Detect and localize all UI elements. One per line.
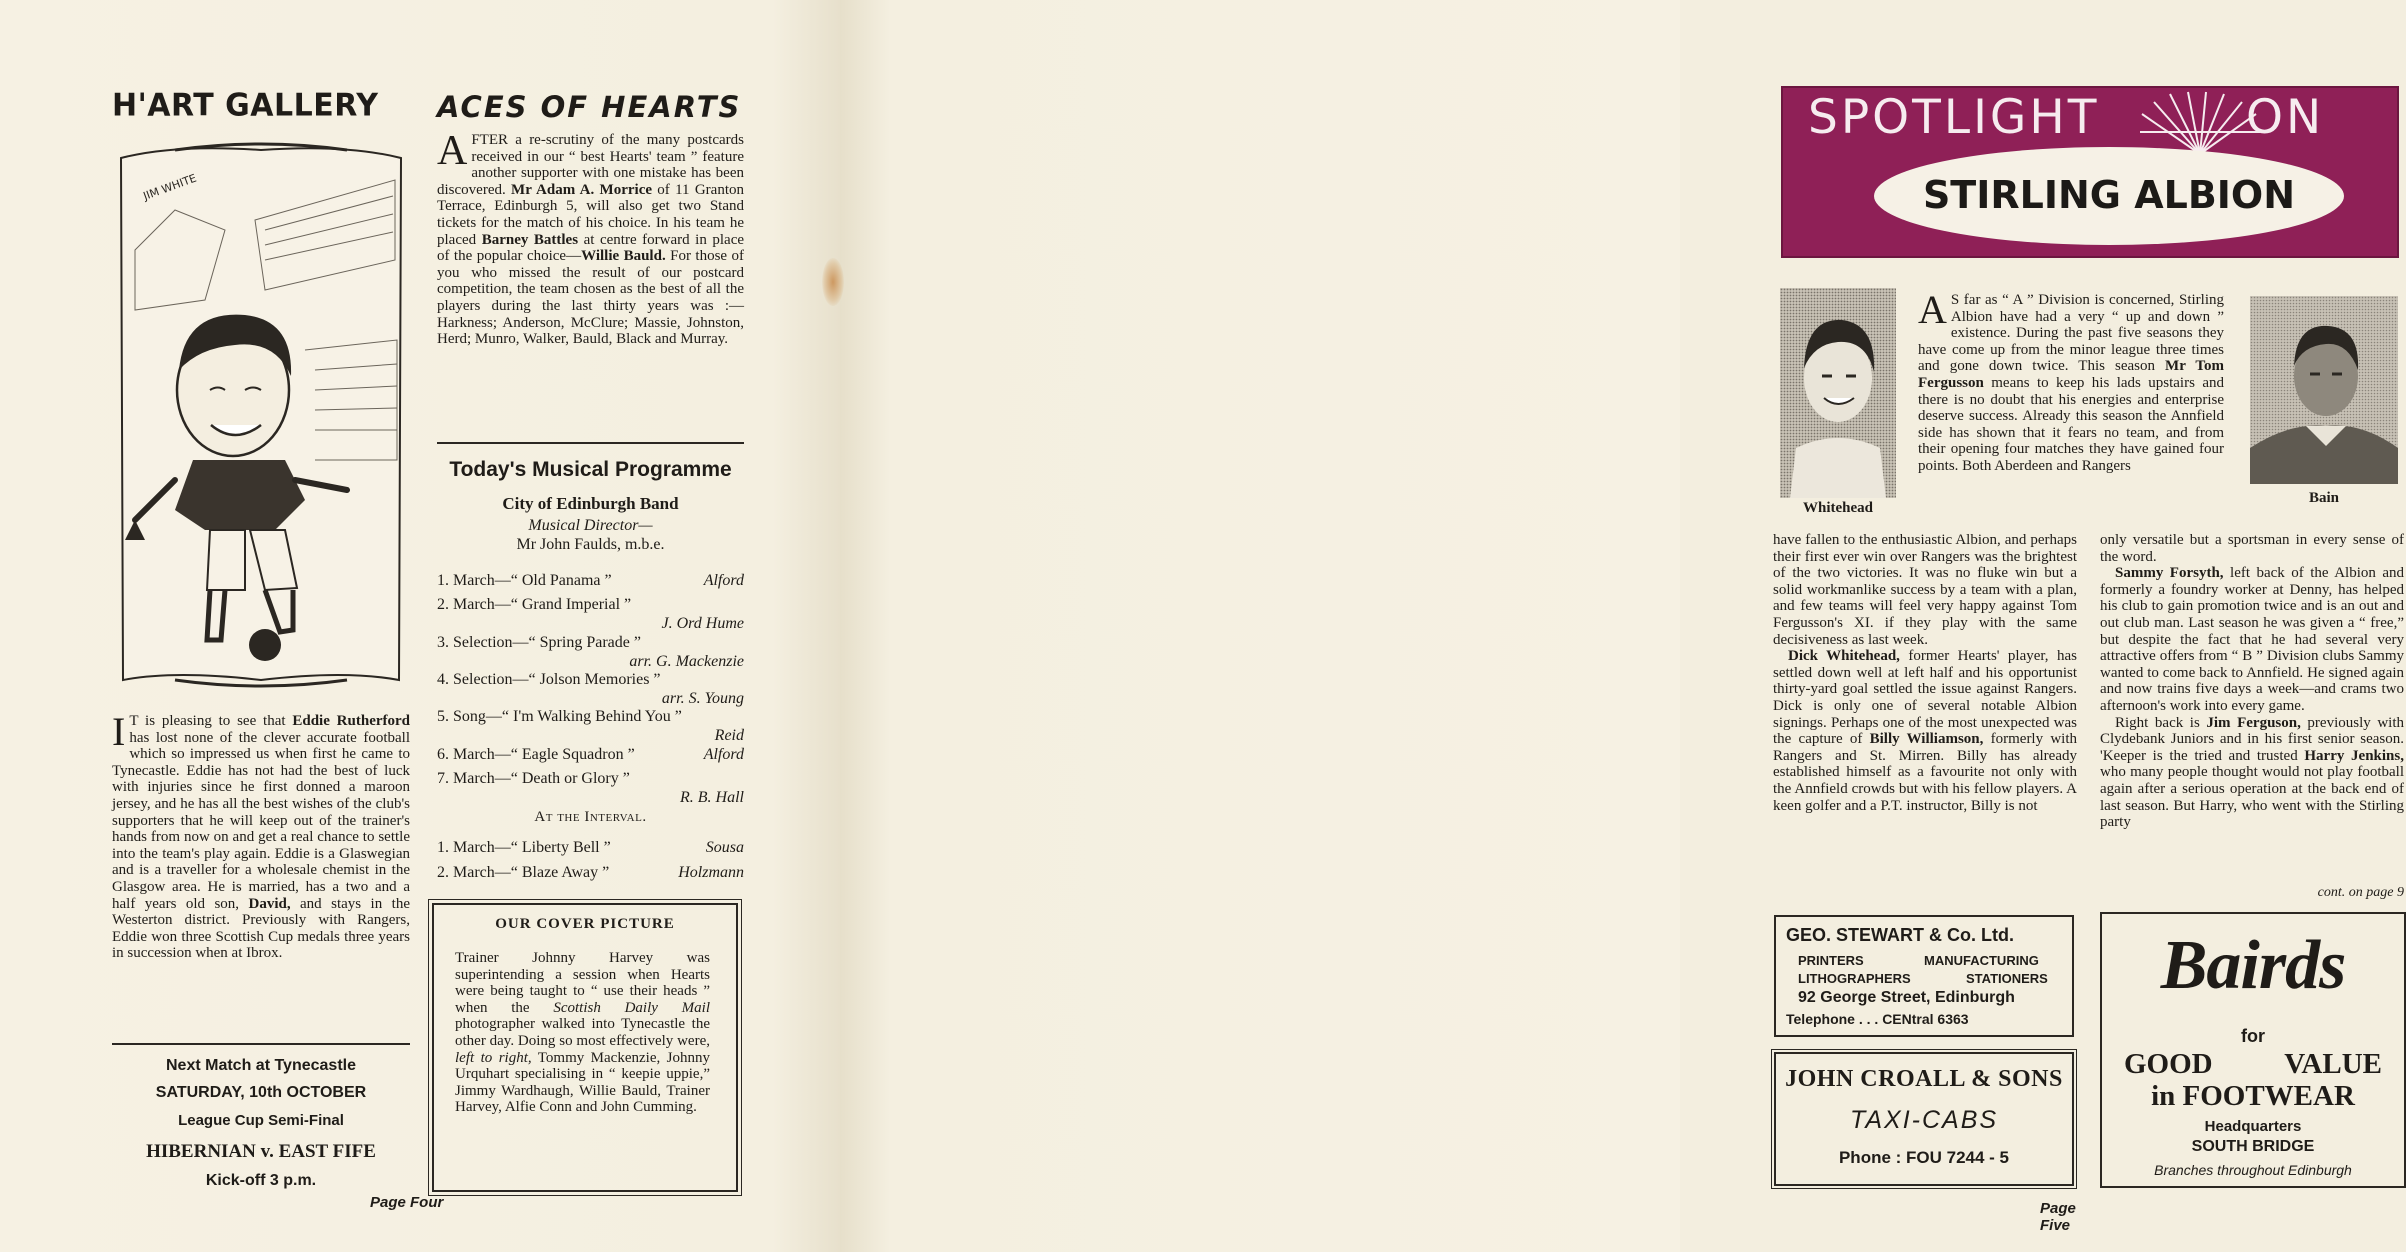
drop-cap: I [112,709,126,754]
advert-company-name: GEO. STEWART & Co. Ltd. [1786,925,2014,945]
advert-company-name: Bairds [2160,927,2346,1004]
bain-caption: Bain [2308,490,2339,506]
next-match-competition: League Cup Semi-Final [178,1112,344,1129]
next-match-date: SATURDAY, 10th OCTOBER [155,1084,367,1101]
advert-service: MANUFACTURING [1924,953,2039,968]
advert-company-name: JOHN CROALL & SONS [1785,1066,2063,1092]
programme-item: 6. March—“ Eagle Squadron ” Alford [437,746,744,763]
eddie-rutherford-caricature [115,140,407,700]
eddie-article-body: T is pleasing to see that Eddie Rutherford has lost none of the clever accurate football which so impressed us when first he came to Tynecastle. Eddie has not had the best of luck with injuries since he first donned a maroon jersey, and he has all the best wishes of the club's supporters that he will keep out of the trainer's hands from now on and get a real chance to settle into the team's play again. Eddie is a Glaswegian and is a traveller for a wholesale chemist in the Glasgow area. He is married, has a two and a half years old son, David, and stays in the Westerton district. Previously with Rangers, Eddie won three Scottish Cup medals three years in succession when at Ibrox. [112,713,411,962]
programme-item: 7. March—“ Death or Glory ” R. B. Hall [437,770,744,806]
bain-photo [2250,296,2398,484]
hart-gallery-title: H'ART GALLERY [112,87,379,124]
paper-stain [822,258,844,306]
eddie-rutherford-article [112,709,411,962]
interval-item: 1. March—“ Liberty Bell ” Sousa [437,839,744,856]
programme-item: 3. Selection—“ Spring Parade ” arr. G. Mackenzie [437,634,744,670]
column-1-body: have fallen to the enthusiastic Albion, and perhaps their first ever win over Rangers was the brightest of the two victories. It was no fluke win but a solid workmanlike success by a team with a plan, and few teams will feel very happy against Tom Fergusson's XI. if they play with the same decisiveness as last week. Dick Whitehead, former Hearts' player, has settled down well at left half and his opportunist thirty-yard goal settled the issue against Rangers. Dick is only one of several notable Albion signings. Perhaps one of the most unexpected was the capture of Billy Williamson, formerly with Rangers and St. Mirren. Billy has already established himself as a favourite not only with the Annfield crowds but with his fellow players. A keen golfer and a P.T. instructor, Billy is not [1773,532,2077,814]
cover-picture-title: OUR COVER PICTURE [495,916,675,932]
croall-taxi-advert [1774,1052,2074,1186]
advert-address: SOUTH BRIDGE [2191,1138,2315,1155]
page-four [0,0,840,1252]
programme-item: 5. Song—“ I'm Walking Behind You ” Reid [437,708,744,744]
advert-address: 92 George Street, Edinburgh [1798,989,2015,1006]
caricature-signature: JIM WHITE [141,171,199,203]
musical-programme-title: Today's Musical Programme [449,458,732,481]
advert-hq-label: Headquarters [2204,1118,2302,1135]
advert-branches: Branches throughout Edinburgh [2154,1162,2352,1178]
spotlight-title: SPOTLIGHT [1808,90,2100,145]
director-name: Mr John Faulds, m.b.e. [516,536,665,553]
section-divider [437,442,744,444]
advert-slogan: in FOOTWEAR [2151,1080,2355,1112]
advert-service: PRINTERS [1798,953,1864,968]
advert-slogan: GOOD VALUE [2124,1048,2382,1080]
page-number: Page Five [2040,1200,2076,1234]
advert-service: STATIONERS [1966,971,2048,986]
cover-picture-body: Trainer Johnny Harvey was superintending a session when Hearts were being taught to “ use their heads ” when the Scottish Daily Mail photographer walked into Tynecastle the other day. Doing so most effectively were, left to right, Tommy Mackenzie, Johnny Urquhart specialising in “ keepie uppie,” Jimmy Wardhaugh, Willie Bauld, Trainer Harvey, Alfie Conn and John Cumming. [455,950,710,1116]
programme-item: 4. Selection—“ Jolson Memories ” arr. S. Young [437,671,744,707]
advert-service: TAXI-CABS [1849,1106,1999,1134]
aces-of-hearts-title: ACES OF HEARTS [437,90,742,124]
spotlight-on: ON [2246,90,2325,145]
stirling-albion-article-intro [1918,287,2224,475]
advert-service: LITHOGRAPHERS [1798,971,1911,986]
band-name: City of Edinburgh Band [502,494,679,513]
interval-label: At the Interval. [534,809,647,825]
aces-of-hearts-article [437,128,745,348]
next-match-notice [112,1053,410,1193]
advert-telephone: Telephone . . . CENtral 6363 [1786,1011,1969,1027]
page-five [840,0,2405,1252]
stirling-albion-article-column-1 [1773,532,2077,814]
drop-cap: A [1918,287,1947,332]
advert-for: for [2241,1026,2265,1046]
whitehead-photo [1780,288,1896,498]
next-match-kickoff: Kick-off 3 p.m. [205,1172,317,1189]
programme-item: 1. March—“ Old Panama ” Alford [437,572,744,589]
advert-telephone: Phone : FOU 7244 - 5 [1838,1148,2010,1167]
whitehead-caption: Whitehead [1802,500,1873,516]
cover-picture-text [455,950,710,1116]
page-number: Page Four [370,1194,444,1211]
drop-cap: A [437,128,468,174]
director-label: Musical Director— [528,517,653,534]
bairds-footwear-advert [2100,912,2406,1188]
stirling-albion-article-column-2 [2100,532,2404,831]
continued-note: cont. on page 9 [2317,885,2404,900]
club-name: STIRLING ALBION [1922,173,2296,217]
section-divider [112,1043,410,1045]
aces-article-body: FTER a re-scrutiny of the many postcards received in our “ best Hearts' team ” feature another supporter with one mistake has been discovered. Mr Adam A. Morrice of 11 Granton Terrace, Edinburgh 5, will also get two Stand tickets for the match of his choice. In his team he placed Barney Battles at centre forward in place of the popular choice—Willie Bauld. For those of you who missed the result of our postcard competition, the team chosen as the best of all the players during the last thirty years was :—Harkness; Anderson, McClure; Massie, Johnston, Herd; Munro, Walker, Bauld, Black and Murray. [437,132,745,348]
next-match-title: Next Match at Tynecastle [166,1057,356,1074]
intro-body: S far as “ A ” Division is concerned, Stirling Albion have had a very “ up and down ” existence. During the past five seasons they have come up from the minor league three times and gone down twice. This season Mr Tom Fergusson means to keep his lads upstairs and there is no doubt that his energies and enterprise deserve success. Already this season the Annfield side has shown that it fears no team, and from their opening four matches they have gained four points. Both Aberdeen and Rangers [1918,292,2224,474]
programme-item: 2. March—“ Grand Imperial ” J. Ord Hume [437,596,744,632]
next-match-fixture: HIBERNIAN v. EAST FIFE [146,1141,376,1162]
interval-item: 2. March—“ Blaze Away ” Holzmann [437,864,744,881]
column-2-body: only versatile but a sportsman in every sense of the word. Sammy Forsyth, left back of the Albion and formerly a foundry worker at Denny, has helped his club to gain promotion twice and is an out and out club man. Last season he was given a “ free,” but despite the fact that he had several very attractive offers from “ B ” Division clubs Sammy wanted to come back to Annfield. He signed again and now trains five days a week—and crams two afternoon's work into every game. Right back is Jim Ferguson, previously with Clydebank Juniors and in his first senior season. 'Keeper is the tried and trusted Harry Jenkins, who many people thought would not play football again after a serious operation at the back end of last season. But Harry, who went with the Stirling party [2100,532,2405,831]
stewart-printers-advert [1774,915,2074,1037]
